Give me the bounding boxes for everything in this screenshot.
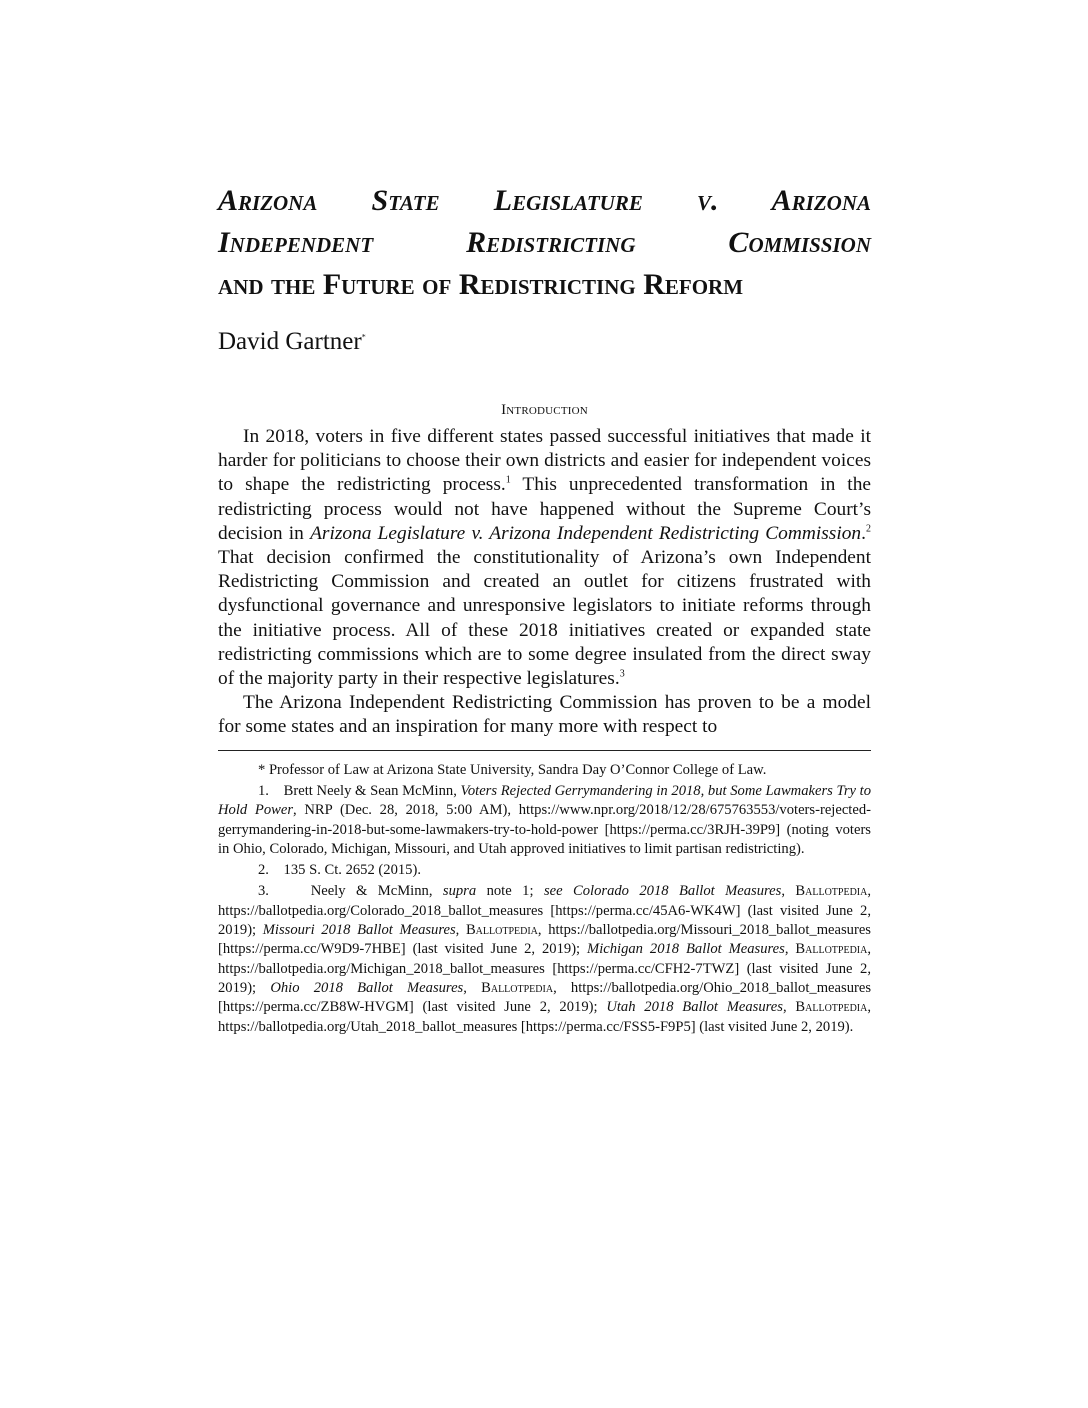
title-line-1: Arizona State Legislature v. Arizona — [218, 184, 871, 217]
body-paragraph-2: The Arizona Independent Redistricting Commission has proven to be a model for some states and an inspiration for many more with respect to — [218, 692, 871, 738]
article-page — [218, 180, 871, 1037]
section-heading: Introduction — [501, 402, 588, 418]
title-line-2: Independent Redistricting Commission — [218, 226, 871, 259]
footnote-1: 1. Brett Neely & Sean McMinn, Voters Rejected Gerrymandering in 2018, but Some Lawmakers Try to Hold Power, NRP (Dec. 28, 2018, 5:00 AM), https://www.npr.org/2018/12/28/675763553/voters-rejected-gerrymandering-in-2018-but-some-lawmakers-try-to-hold-power [https://perma.cc/3RJH-39P9] (noting voters in Ohio, Colorado, Michigan, Missouri, and Utah approved initiatives to limit partisan redistricting). — [218, 782, 872, 857]
footnote-star: * Professor of Law at Arizona State University, Sandra Day O’Connor College of Law. — [258, 761, 767, 778]
footnote-2: 2. 135 S. Ct. 2652 (2015). — [258, 862, 421, 879]
footnote-3: 3. Neely & McMinn, supra note 1; see Colorado 2018 Ballot Measures, Ballotpedia, https://ballotpedia.org/Colorado_2018_ballot_measures [https://perma.cc/45A6-WK4W] (last visited June 2, 2019); Missouri 2018 Ballot Measures, Ballotpedia, https://ballotpedia.org/Missouri_2018_ballot_measures [https://perma.cc/W9D9-7HBE] (last visited June 2, 2019); Michigan 2018 Ballot Measures, Ballotpedia, https://ballotpedia.org/Michigan_2018_ballot_measures [https://perma.cc/CFH2-7TWZ] (last visited June 2, 2019); Ohio 2018 Ballot Measures, Ballotpedia, https://ballotpedia.org/Ohio_2018_ballot_measures [https://perma.cc/ZB8W-HVGM] (last visited June 2, 2019); Utah 2018 Ballot Measures, Ballotpedia, https://ballotpedia.org/Utah_2018_ballot_measures [https://perma.cc/FSS5-F9P5] (last visited June 2, 2019). — [218, 883, 872, 1035]
author-footnote-mark: * — [361, 332, 366, 342]
author-byline — [218, 328, 871, 356]
footnote-ref-2: 2 — [866, 523, 871, 535]
article-body — [218, 425, 871, 740]
article-title — [218, 180, 871, 306]
case-name: Arizona Legislature v. Arizona Independent Redistricting Commission — [310, 522, 862, 544]
footnote-ref-1: 1 — [505, 474, 511, 486]
title-line-3: and the Future of Redistricting Reform — [218, 268, 744, 301]
footnotes — [218, 761, 871, 1037]
author-name: David Gartner — [218, 328, 362, 355]
body-paragraph-1: In 2018, voters in five different states passed successful initiatives that made it harder for politicians to choose their own districts and easier for independent voices to shape the redistricting process.$^1$ This unprecedented transformation in the redistricting process would not have happened without the Supreme Court’s decision in Arizona Legislature v. Arizona Independent Redistricting Commission.$^2$ That decision confirmed the constitutionality of Arizona’s own Independent Redistricting Commission and created an outlet for citizens frustrated with dysfunctional governance and unresponsive legislators to initiate reforms through the initiative process. All of these 2018 initiatives created or expanded state redistricting commissions which are to some degree insulated from the direct sway of the majority party in their respective legislatures.$^3$ — [218, 426, 871, 690]
footnote-divider — [218, 750, 871, 751]
footnote-ref-3: 3 — [619, 668, 625, 680]
